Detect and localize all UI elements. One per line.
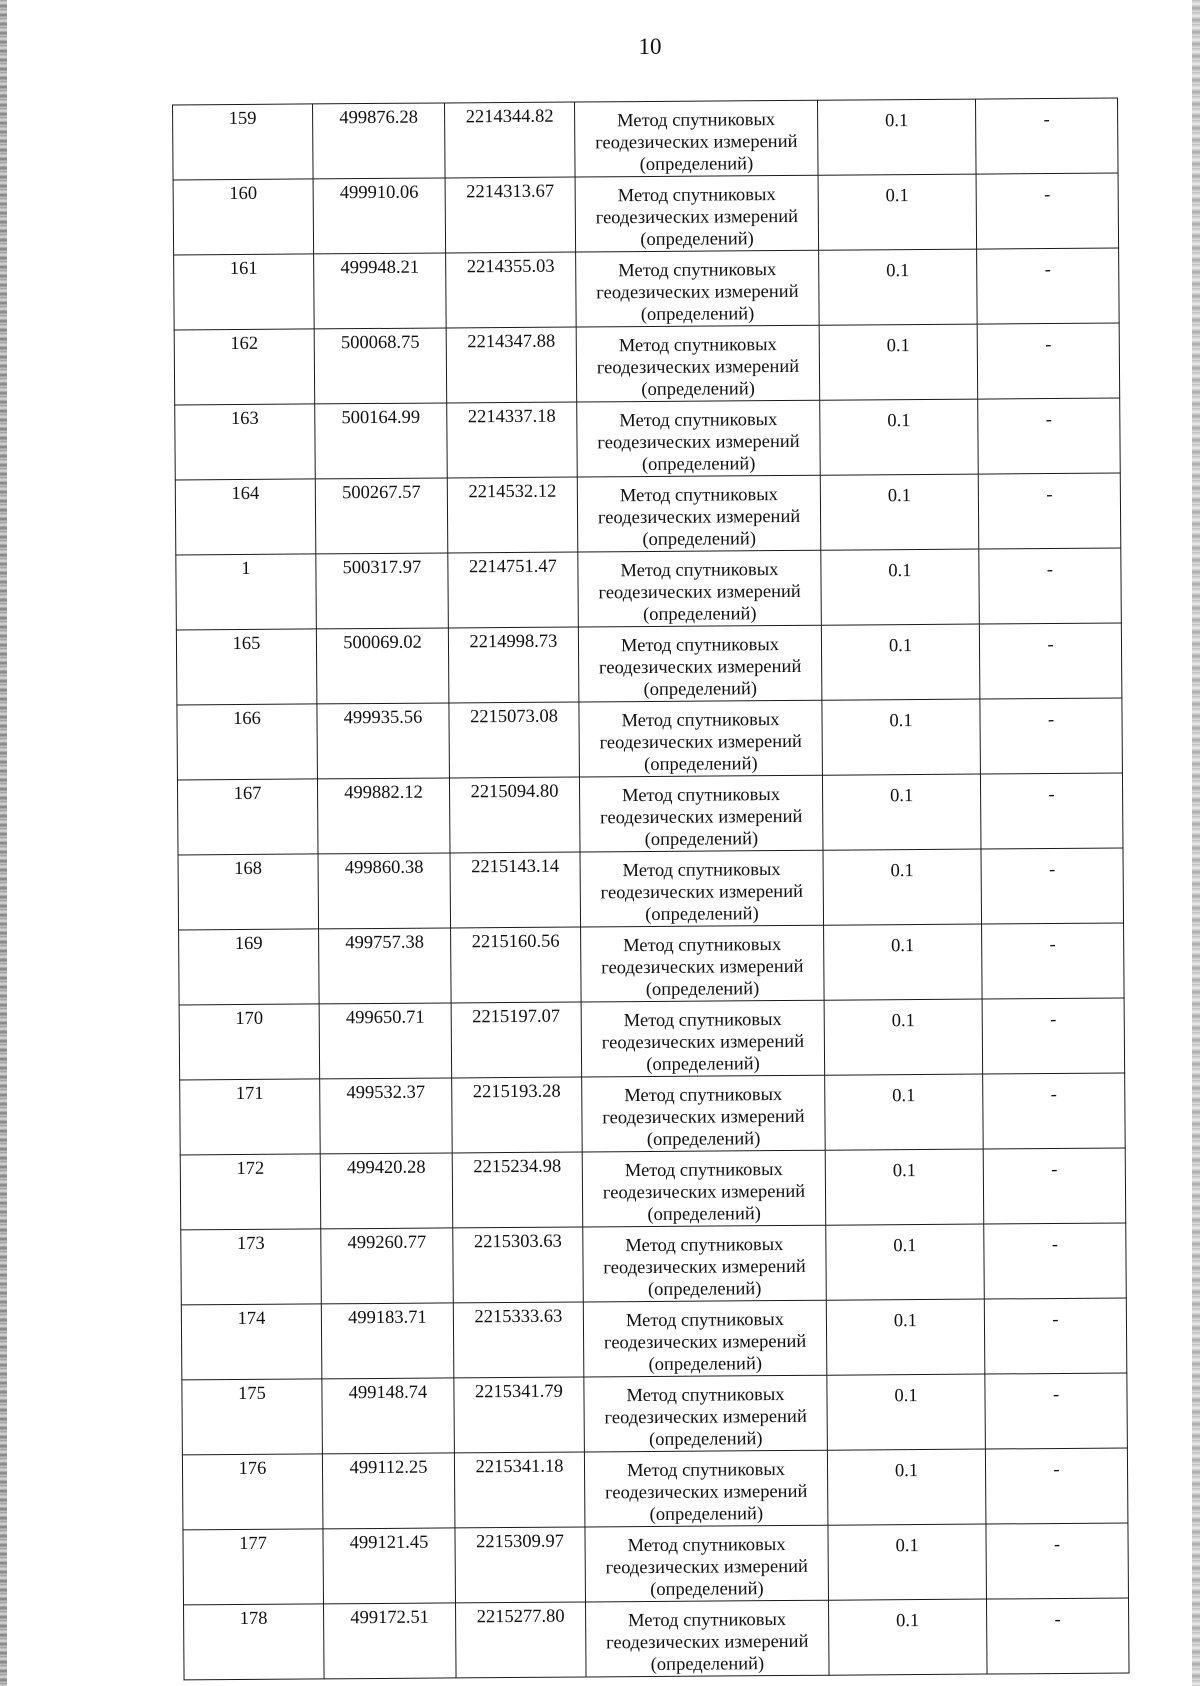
point-number-cell [180, 1154, 321, 1230]
method-cell [585, 1525, 829, 1602]
table-row [175, 398, 1121, 480]
note-text: - [1050, 1010, 1057, 1031]
y-coordinate-text: 2215193.28 [472, 1081, 561, 1103]
x-coordinate-text: 500068.75 [340, 332, 420, 354]
point-number-text: 168 [234, 858, 263, 880]
y-coordinate-cell [454, 1377, 585, 1453]
table-row [184, 1598, 1130, 1680]
accuracy-text: 0.1 [896, 1611, 920, 1632]
table-row [177, 698, 1123, 780]
table-row [174, 323, 1120, 405]
method-text: Метод спутниковых геодезических измерений (определений) [599, 710, 802, 776]
y-coordinate-text: 2214998.73 [469, 631, 558, 653]
y-coordinate-text: 2215333.63 [474, 1306, 563, 1328]
note-text: - [1046, 560, 1054, 581]
table-row [176, 548, 1122, 630]
method-text: Метод спутниковых геодезических измерений (определений) [596, 260, 799, 326]
method-cell [575, 100, 819, 177]
note-cell [977, 323, 1120, 399]
y-coordinate-text: 2214347.88 [467, 331, 556, 353]
method-text: Метод спутниковых геодезических измерений (определений) [602, 1160, 806, 1226]
accuracy-text: 0.1 [887, 411, 911, 432]
accuracy-text: 0.1 [889, 711, 913, 732]
method-text: Метод спутниковых геодезических измерений (определений) [596, 335, 800, 401]
x-coordinate-text: 499112.25 [349, 1457, 428, 1479]
method-cell [580, 850, 824, 927]
y-coordinate-cell [447, 477, 578, 553]
x-coordinate-text: 500069.02 [343, 632, 422, 654]
y-coordinate-cell [451, 1002, 582, 1078]
x-coordinate-cell [317, 703, 450, 779]
method-cell [577, 400, 821, 477]
point-number-text: 176 [238, 1458, 267, 1480]
y-coordinate-cell [448, 627, 579, 703]
y-coordinate-cell [451, 927, 582, 1003]
x-coordinate-text: 500317.97 [342, 557, 422, 579]
accuracy-text: 0.1 [891, 936, 915, 957]
method-cell [577, 475, 821, 552]
accuracy-text: 0.1 [892, 1161, 916, 1182]
note-cell [980, 698, 1123, 774]
y-coordinate-cell [454, 1452, 585, 1528]
y-coordinate-cell [453, 1302, 584, 1378]
table-row [175, 473, 1121, 555]
table-row [181, 1298, 1127, 1380]
point-number-text: 177 [239, 1533, 268, 1555]
note-cell [985, 1373, 1128, 1449]
method-text: Метод спутниковых геодезических измерений (определений) [595, 185, 799, 251]
point-number-text: 164 [231, 483, 260, 505]
accuracy-cell [821, 624, 980, 700]
x-coordinate-cell [320, 1153, 453, 1229]
method-text: Метод спутниковых геодезических измерений (определений) [598, 560, 801, 626]
table-row [178, 848, 1124, 930]
x-coordinate-cell [324, 1603, 457, 1679]
point-number-text: 165 [232, 633, 261, 655]
y-coordinate-cell [453, 1227, 584, 1303]
accuracy-cell [826, 1224, 985, 1300]
y-coordinate-text: 2215277.80 [476, 1606, 565, 1628]
note-cell [982, 998, 1125, 1074]
method-text: Метод спутниковых геодезических измерений (определений) [601, 1010, 805, 1076]
x-coordinate-cell [323, 1528, 456, 1604]
x-coordinate-cell [313, 103, 446, 179]
x-coordinate-cell [319, 928, 452, 1004]
table-row [181, 1223, 1127, 1305]
note-cell [983, 1148, 1126, 1224]
method-text: Метод спутниковых геодезических измерений (определений) [603, 1310, 807, 1376]
method-cell [586, 1600, 830, 1677]
x-coordinate-text: 499148.74 [348, 1382, 428, 1404]
accuracy-cell [828, 1524, 987, 1600]
accuracy-text: 0.1 [887, 486, 912, 507]
point-number-cell [175, 404, 316, 480]
x-coordinate-text: 500164.99 [341, 407, 421, 429]
point-number-cell [181, 1304, 322, 1380]
method-cell [583, 1300, 827, 1377]
x-coordinate-cell [315, 478, 448, 554]
note-text: - [1047, 635, 1054, 656]
accuracy-text: 0.1 [893, 1311, 918, 1332]
y-coordinate-text: 2215094.80 [470, 781, 559, 803]
x-coordinate-cell [316, 628, 449, 704]
point-number-cell [174, 329, 315, 405]
method-text: Метод спутниковых геодезических измерений (определений) [597, 410, 800, 476]
accuracy-cell [822, 699, 981, 775]
point-number-cell [177, 704, 318, 780]
point-number-cell [178, 854, 319, 930]
x-coordinate-cell [316, 553, 449, 629]
method-cell [581, 925, 825, 1002]
method-cell [579, 775, 823, 852]
accuracy-cell [820, 474, 979, 550]
note-text: - [1047, 710, 1055, 731]
x-coordinate-cell [314, 328, 447, 404]
y-coordinate-text: 2214313.67 [466, 181, 555, 203]
note-cell [981, 848, 1124, 924]
accuracy-cell [825, 1074, 984, 1150]
page-number: 10 [638, 34, 662, 59]
accuracy-text: 0.1 [888, 561, 912, 582]
y-coordinate-cell [449, 777, 580, 853]
point-number-cell [182, 1379, 323, 1455]
accuracy-cell [818, 174, 977, 250]
note-text: - [1044, 260, 1051, 281]
x-coordinate-cell [315, 403, 448, 479]
method-text: Метод спутниковых геодезических измерений (определений) [601, 935, 804, 1001]
x-coordinate-cell [321, 1228, 454, 1304]
x-coordinate-cell [321, 1303, 454, 1379]
point-number-text: 173 [236, 1233, 265, 1255]
x-coordinate-cell [317, 778, 450, 854]
accuracy-cell [821, 549, 980, 625]
y-coordinate-cell [455, 1527, 586, 1603]
x-coordinate-cell [320, 1078, 453, 1154]
accuracy-text: 0.1 [895, 1536, 919, 1557]
y-coordinate-cell [446, 252, 577, 328]
method-text: Метод спутниковых геодезических измерений (определений) [604, 1460, 808, 1526]
accuracy-text: 0.1 [894, 1386, 918, 1407]
point-number-text: 160 [229, 183, 258, 205]
y-coordinate-text: 2215309.97 [476, 1531, 565, 1553]
table-row [176, 623, 1122, 705]
point-number-cell [184, 1604, 325, 1680]
table-row [173, 173, 1119, 255]
table-row [177, 773, 1123, 855]
table-row [182, 1448, 1128, 1530]
y-coordinate-cell [456, 1602, 587, 1678]
method-cell [579, 700, 823, 777]
method-cell [581, 1000, 825, 1077]
point-number-text: 163 [230, 408, 259, 430]
x-coordinate-text: 499650.71 [345, 1007, 425, 1029]
note-text: - [1044, 185, 1051, 206]
point-number-cell [179, 929, 320, 1005]
method-text: Метод спутниковых геодезических измерений (определений) [598, 635, 802, 701]
y-coordinate-text: 2215073.08 [470, 706, 559, 728]
x-coordinate-text: 499172.51 [350, 1607, 429, 1629]
coordinates-table [172, 98, 1130, 1681]
x-coordinate-cell [313, 178, 446, 254]
x-coordinate-text: 500267.57 [341, 482, 421, 504]
method-cell [584, 1450, 828, 1527]
method-text: Метод спутниковых геодезических измерений (определений) [605, 1535, 808, 1601]
point-number-cell [173, 179, 314, 255]
note-cell [979, 548, 1122, 624]
note-cell [976, 173, 1119, 249]
y-coordinate-cell [447, 402, 578, 478]
method-cell [584, 1375, 828, 1452]
accuracy-cell [819, 324, 978, 400]
note-text: - [1048, 860, 1056, 881]
point-number-cell [175, 479, 316, 555]
point-number-cell [176, 554, 317, 630]
y-coordinate-cell [452, 1152, 583, 1228]
note-cell [978, 473, 1121, 549]
point-number-cell [173, 104, 314, 180]
point-number-text: 167 [233, 783, 262, 805]
x-coordinate-cell [319, 1003, 452, 1079]
accuracy-text: 0.1 [886, 336, 910, 357]
table-row [173, 98, 1119, 180]
point-number-text: 1 [241, 558, 251, 579]
accuracy-text: 0.1 [891, 1011, 915, 1032]
method-cell [576, 250, 820, 327]
accuracy-text: 0.1 [886, 261, 910, 282]
point-number-cell [179, 1004, 320, 1080]
note-text: - [1045, 335, 1052, 356]
method-text: Метод спутниковых геодезических измерений (определений) [600, 860, 804, 926]
note-text: - [1054, 1609, 1061, 1631]
point-number-text: 174 [237, 1308, 266, 1330]
method-cell [582, 1075, 826, 1152]
y-coordinate-text: 2214355.03 [466, 256, 555, 278]
accuracy-text: 0.1 [893, 1236, 917, 1257]
x-coordinate-cell [322, 1453, 455, 1529]
x-coordinate-cell [322, 1378, 455, 1454]
accuracy-cell [819, 249, 978, 325]
accuracy-cell [823, 849, 982, 925]
table-row [180, 1073, 1126, 1155]
y-coordinate-text: 2215303.63 [473, 1231, 562, 1253]
note-cell [985, 1448, 1128, 1524]
table-row [183, 1523, 1129, 1605]
note-cell [980, 773, 1123, 849]
y-coordinate-cell [450, 852, 581, 928]
point-number-text: 161 [229, 258, 258, 280]
method-text: Метод спутниковых геодезических измерений (определений) [604, 1385, 807, 1451]
note-text: - [1051, 1160, 1058, 1181]
accuracy-cell [827, 1374, 986, 1450]
y-coordinate-text: 2215341.79 [474, 1381, 563, 1403]
note-text: - [1052, 1310, 1059, 1331]
accuracy-cell [824, 999, 983, 1075]
x-coordinate-text: 499910.06 [339, 182, 419, 204]
y-coordinate-cell [452, 1077, 583, 1153]
note-cell [983, 1073, 1126, 1149]
scan-edge-left [0, 0, 7, 1686]
accuracy-text: 0.1 [888, 636, 913, 657]
note-cell [982, 923, 1125, 999]
x-coordinate-text: 499876.28 [339, 107, 419, 129]
note-cell [986, 1598, 1129, 1674]
y-coordinate-text: 2214344.82 [465, 106, 554, 128]
method-text: Метод спутниковых геодезических измерений (определений) [600, 785, 803, 851]
y-coordinate-cell [445, 102, 576, 178]
point-number-cell [182, 1454, 323, 1530]
accuracy-cell [824, 924, 983, 1000]
point-number-cell [174, 254, 315, 330]
method-text: Метод спутниковых геодезических измерений (определений) [602, 1085, 805, 1151]
y-coordinate-text: 2215341.18 [475, 1456, 564, 1478]
y-coordinate-text: 2214751.47 [468, 556, 557, 578]
accuracy-cell [825, 1149, 984, 1225]
y-coordinate-cell [446, 327, 577, 403]
note-cell [979, 623, 1122, 699]
scan-edge-right [1192, 0, 1200, 1686]
accuracy-cell [827, 1449, 986, 1525]
note-text: - [1045, 410, 1053, 431]
accuracy-text: 0.1 [890, 861, 914, 882]
table-row [179, 923, 1125, 1005]
point-number-text: 162 [230, 333, 259, 355]
accuracy-cell [817, 99, 976, 175]
accuracy-text: 0.1 [885, 111, 909, 132]
x-coordinate-cell [314, 253, 447, 329]
y-coordinate-text: 2215234.98 [473, 1156, 562, 1178]
point-number-text: 171 [235, 1083, 264, 1105]
y-coordinate-text: 2215197.07 [472, 1006, 561, 1028]
method-cell [582, 1150, 826, 1227]
y-coordinate-cell [448, 552, 579, 628]
note-cell [975, 98, 1118, 174]
method-cell [583, 1225, 827, 1302]
x-coordinate-text: 499183.71 [348, 1307, 427, 1329]
note-text: - [1049, 935, 1056, 956]
point-number-cell [181, 1229, 322, 1305]
method-text: Метод спутниковых геодезических измерений (определений) [606, 1610, 809, 1675]
table-row [180, 1148, 1126, 1230]
y-coordinate-text: 2214532.12 [468, 481, 557, 503]
note-text: - [1050, 1085, 1057, 1106]
x-coordinate-text: 499860.38 [344, 857, 424, 879]
point-number-cell [177, 779, 318, 855]
note-cell [984, 1298, 1127, 1374]
accuracy-cell [820, 399, 979, 475]
note-text: - [1052, 1384, 1060, 1406]
x-coordinate-text: 499935.56 [343, 707, 423, 729]
y-coordinate-cell [449, 702, 580, 778]
x-coordinate-text: 499532.37 [346, 1082, 426, 1104]
table-row [182, 1373, 1128, 1455]
accuracy-text: 0.1 [892, 1086, 916, 1107]
point-number-cell [180, 1079, 321, 1155]
point-number-text: 172 [236, 1158, 265, 1180]
x-coordinate-text: 499260.77 [347, 1232, 427, 1254]
method-cell [578, 550, 822, 627]
method-text: Метод спутниковых геодезических измерений (определений) [595, 110, 798, 176]
note-cell [978, 398, 1121, 474]
accuracy-cell [826, 1299, 985, 1375]
x-coordinate-text: 499420.28 [346, 1157, 426, 1179]
x-coordinate-text: 499948.21 [340, 257, 420, 279]
note-text: - [1048, 785, 1055, 806]
method-text: Метод спутниковых геодезических измерений (определений) [597, 485, 801, 551]
y-coordinate-text: 2214337.18 [467, 406, 556, 428]
note-cell [977, 248, 1120, 324]
point-number-cell [176, 629, 317, 705]
x-coordinate-text: 499121.45 [349, 1532, 429, 1554]
accuracy-text: 0.1 [894, 1461, 919, 1482]
method-cell [576, 325, 820, 402]
note-cell [986, 1523, 1129, 1599]
x-coordinate-text: 499757.38 [345, 932, 425, 954]
method-cell [575, 175, 819, 252]
y-coordinate-cell [445, 177, 576, 253]
note-text: - [1053, 1459, 1060, 1481]
note-text: - [1053, 1534, 1061, 1556]
method-cell [578, 625, 822, 702]
point-number-text: 159 [228, 108, 257, 130]
table-row [179, 998, 1125, 1080]
accuracy-cell [828, 1599, 987, 1675]
point-number-text: 166 [233, 708, 261, 730]
accuracy-text: 0.1 [885, 186, 909, 207]
accuracy-text: 0.1 [889, 786, 914, 807]
accuracy-cell [822, 774, 981, 850]
point-number-text: 175 [238, 1383, 266, 1405]
table-row [174, 248, 1120, 330]
note-text: - [1051, 1235, 1059, 1256]
point-number-text: 169 [234, 933, 263, 955]
point-number-text: 170 [235, 1008, 264, 1030]
x-coordinate-cell [318, 853, 451, 929]
method-text: Метод спутниковых геодезических измерений (определений) [603, 1235, 806, 1301]
coordinates-table-body [173, 98, 1130, 1680]
x-coordinate-text: 499882.12 [344, 782, 423, 804]
note-cell [984, 1223, 1127, 1299]
y-coordinate-text: 2215160.56 [471, 931, 560, 953]
note-text: - [1043, 110, 1050, 131]
note-text: - [1046, 485, 1053, 506]
point-number-cell [183, 1529, 324, 1605]
point-number-text: 178 [239, 1608, 268, 1630]
y-coordinate-text: 2215143.14 [471, 856, 560, 878]
